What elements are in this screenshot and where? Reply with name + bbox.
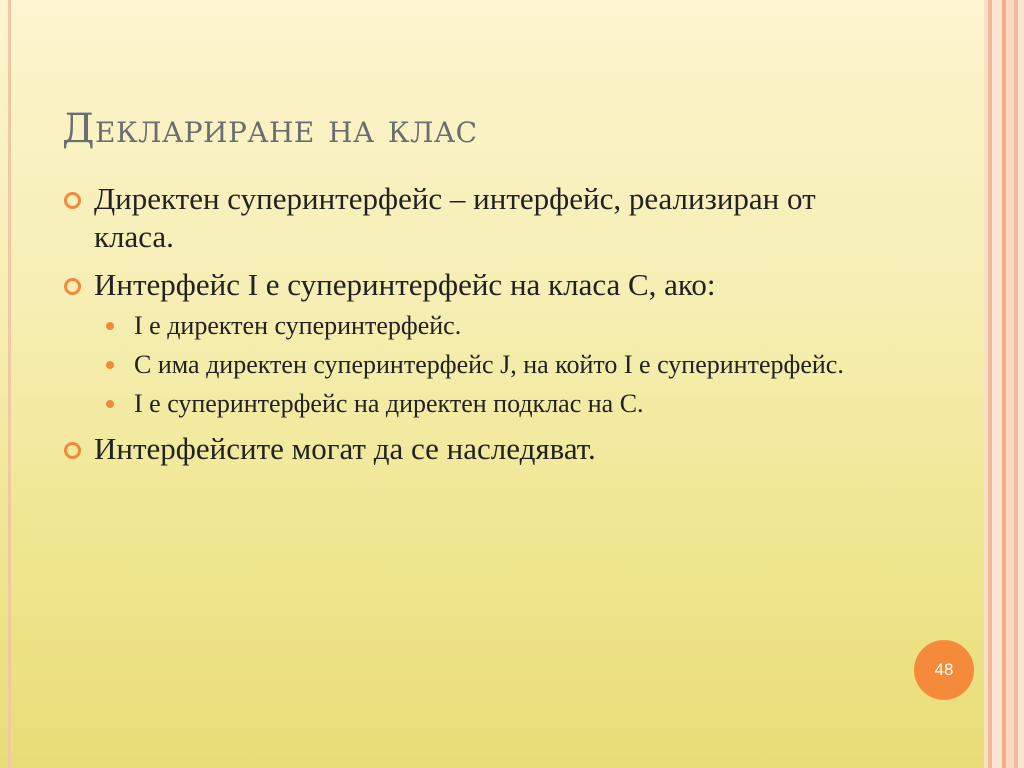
slide-content [62,180,902,478]
sub-bullet-item [94,349,902,381]
bullet-text: Директен суперинтерфейс – интерфейс, реализиран от класа. [94,181,816,254]
bullet-item [62,180,902,256]
sub-bullet-text: I е суперинтерфейс на директен подклас на C. [134,389,644,418]
ring-bullet-icon [64,442,81,459]
dot-bullet-icon [106,361,114,369]
ring-bullet-icon [64,192,81,209]
sub-bullet-item [94,388,902,420]
bullet-text: Интерфейсите могат да се наследяват. [94,431,596,466]
bullet-item [62,430,902,468]
slide-title: Деклариране на клас [62,106,478,152]
sub-bullet-text: I е директен суперинтерфейс. [134,311,462,340]
bullet-text: Интерфейс I е суперинтерфейс на класа C, ако: [94,267,716,302]
sub-bullet-item [94,310,902,342]
page-number-badge: 48 [914,640,974,700]
sub-bullet-list [94,310,902,420]
right-border-stripes [984,0,1024,768]
sub-bullet-text: C има директен суперинтерфейс J, на който I е суперинтерфейс. [134,350,844,379]
dot-bullet-icon [106,400,114,408]
bullet-list [62,180,902,468]
bullet-item [62,266,902,420]
left-border-line [8,0,11,768]
dot-bullet-icon [106,322,114,330]
ring-bullet-icon [64,278,81,295]
